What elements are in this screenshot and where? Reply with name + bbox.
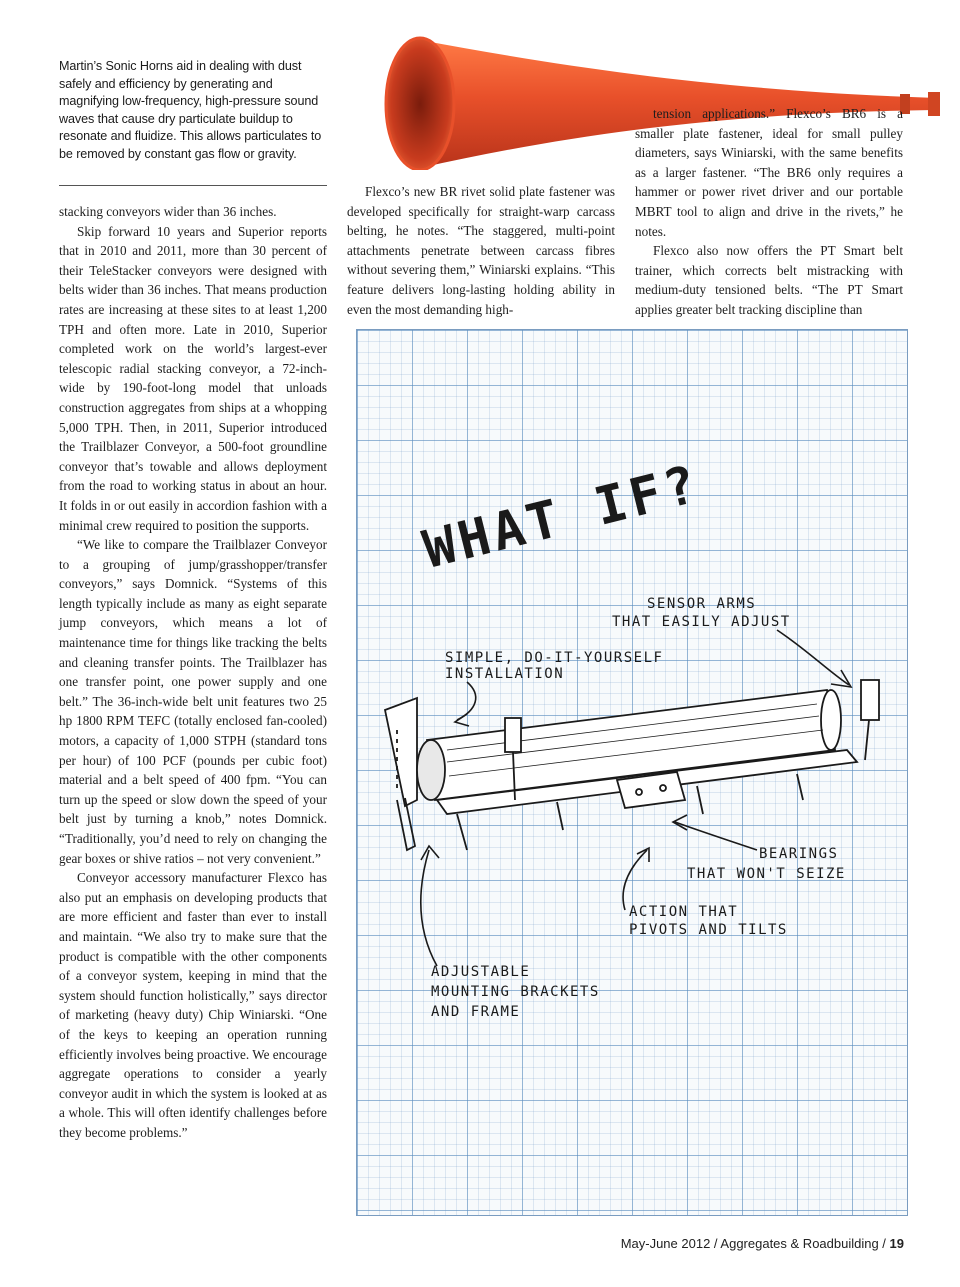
label-bearings: BEARINGS <box>759 846 839 862</box>
paragraph: Flexco also now offers the PT Smart belt trainer, which corrects belt mistracking with medium-duty tensioned belts. “The PT Smart applies greater belt tracking discipline than <box>635 243 903 317</box>
label-installation: SIMPLE, DO-IT-YOURSELF <box>445 650 664 666</box>
paragraph: Conveyor accessory manufacturer Flexco has also put an emphasis on developing products that are more efficient and faster than ever to install and maintain. “We also try to make sure that the product is compatible with the other components of a conveyor system, keeping in mind that the system should function holistically,” says director of marketing (heavy duty) Chip Winiarski. “One of the keys to keeping an operation running efficiently involves being proactive. We encourage aggregate operations to consider a yearly conveyor audit in which the system is looked at as a whole. This will often identify challenges before they become problems.” <box>59 870 327 1140</box>
article-column-1 <box>59 202 327 1143</box>
label-mounting-2: MOUNTING BRACKETS <box>431 984 600 1000</box>
label-action: ACTION THAT <box>629 904 739 920</box>
paragraph: Skip forward 10 years and Superior reports that in 2010 and 2011, more than 30 percent of their TeleStacker conveyors were designed with belts wider than 36 inches. That means production rates are increasing at these sites to at least 1,200 TPH and often more. Late in 2010, Superior completed work on the world’s largest-ever telescopic radial stacking conveyor, a 72-inch-wide by 190-foot-long model that unloads construction aggregates from ships at a whopping 5,000 TPH. Then, in 2011, Superior introduced the Trailblazer Conveyor, a 500-foot groundline conveyor that’s towable and allows deployment from the road to working status in about an hour. It folds in or out easily in accordion fashion with a minimal crew required to position the supports. <box>59 223 327 533</box>
sketch-title: WHAT IF? <box>417 454 707 581</box>
footer-issue: May-June 2012 / Aggregates & Roadbuilding / <box>620 1236 890 1251</box>
belt-trainer-drawing <box>385 680 879 850</box>
photo-caption: Martin’s Sonic Horns aid in dealing with dust safely and efficiency by generating and magnifying low-frequency, high-pressure sound waves that cause dry particulate buildup to resonate and fluidize. This allows particulates to be removed by constant gas flow or gravity. <box>59 59 322 161</box>
label-mounting: ADJUSTABLE <box>431 964 531 980</box>
paragraph: “We like to compare the Trailblazer Conveyor to a grouping of jump/grasshopper/transfer conveyors,” says Domnick. “Systems of this length typically include as many as eight separate jump conveyors, which means a lot of maintenance time for things like tracking the belts and cleaning transfer points. The Trailblazer has one transfer point, one power supply and one belt.” The 36-inch-wide belt unit features two 25 hp 1800 RPM TEFC (totally enclosed fan-cooled) motors, a capacity of 1,000 STPH (standard tons per hour) of 100 PCF (pounds per cubic foot) material and a belt speed of 400 fpm. “You can turn up the speed or slow down the speed of your belt just by turning a knob,” notes Domnick. “Traditionally, you’d need to rely on changing the gear boxes or shive ratios – not very convenient.” <box>59 537 327 866</box>
label-action-2: PIVOTS AND TILTS <box>629 922 788 938</box>
article-column-2 <box>347 182 615 319</box>
paragraph: Flexco’s new BR rivet solid plate fastener was developed specifically for straight-warp carcass belting, he notes. “The staggered, multi-point attachments penetrate between carcass fibres without severing them,” Winiarski explains. “This feature delivers long-lasting holding ability in even the most demanding high- <box>347 184 615 317</box>
label-bearings-2: THAT WON'T SEIZE <box>687 866 846 882</box>
label-installation-2: INSTALLATION <box>445 666 565 682</box>
paragraph: stacking conveyors wider than 36 inches. <box>59 204 277 219</box>
label-mounting-3: AND FRAME <box>431 1004 521 1020</box>
page-number: 19 <box>889 1236 904 1251</box>
label-sensor-arms: SENSOR ARMS <box>647 596 757 612</box>
caption-divider <box>59 185 327 186</box>
label-sensor-arms-2: THAT EASILY ADJUST <box>612 614 791 630</box>
page-footer <box>621 1236 904 1251</box>
article-column-3 <box>635 104 903 320</box>
sketch-illustration <box>356 329 908 1216</box>
paragraph: tension applications.” Flexco’s BR6 is a smaller plate fastener, ideal for small pulley diameters, says Winiarski, with the same benefits as a larger fastener. “The BR6 only requires a hammer or power rivet driver and our portable MBRT tool to align and drive in the rivets,” he notes. <box>635 106 903 239</box>
